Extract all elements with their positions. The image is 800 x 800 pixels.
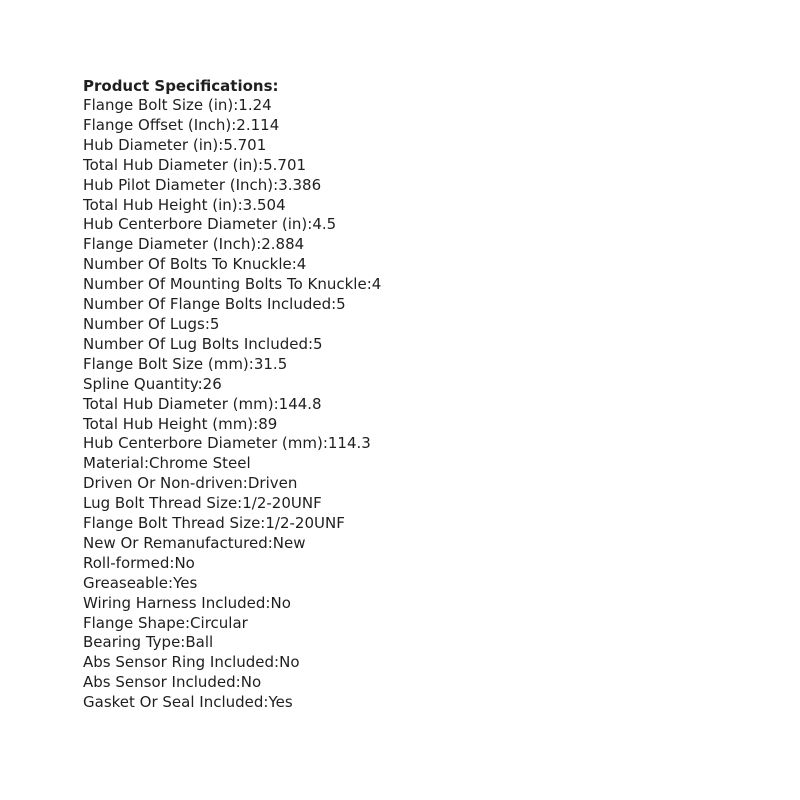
spec-row [83,594,723,614]
spec-label: Driven Or Non-driven: [83,474,248,493]
spec-row [83,176,723,196]
spec-value: 3.386 [278,175,322,194]
spec-row [83,434,723,454]
spec-row [83,534,723,554]
spec-label: Spline Quantity: [83,374,203,393]
spec-label: Total Hub Height (in): [83,195,243,214]
spec-value: 4 [371,275,382,294]
spec-label: Greaseable: [83,573,174,592]
spec-value: New [272,533,306,552]
spec-label: Wiring Harness Included: [83,593,271,612]
spec-value: 2.884 [261,235,305,254]
spec-row [83,614,723,634]
spec-value: 4 [296,255,307,274]
spec-row [83,653,723,673]
spec-label: New Or Remanufactured: [83,533,273,552]
spec-label: Flange Offset (Inch): [83,115,237,134]
spec-row [83,415,723,435]
spec-value: Ball [185,633,214,652]
spec-value: No [270,593,291,612]
spec-label: Abs Sensor Included: [83,673,241,692]
spec-row [83,673,723,693]
spec-row [83,355,723,375]
spec-row [83,514,723,534]
spec-label: Number Of Bolts To Knuckle: [83,255,297,274]
spec-value: 31.5 [253,354,288,373]
spec-row [83,633,723,653]
spec-label: Bearing Type: [83,633,186,652]
spec-label: Flange Bolt Size (mm): [83,354,254,373]
spec-label: Total Hub Diameter (in): [83,155,264,174]
spec-label: Lug Bolt Thread Size: [83,494,243,513]
spec-value: 1.24 [238,96,272,114]
spec-value: No [240,673,262,692]
spec-row [83,395,723,415]
spec-row [83,215,723,235]
spec-label: Material: [83,454,149,473]
spec-label: Total Hub Diameter (mm): [83,394,279,413]
spec-value: 5 [209,314,220,333]
spec-label: Flange Bolt Size (in): [83,96,239,114]
spec-value: Yes [173,573,198,592]
spec-row [83,554,723,574]
spec-row [83,156,723,176]
spec-value: 114.3 [327,434,371,453]
spec-row [83,255,723,275]
specs-title: Product Specifications: [83,77,279,95]
spec-value: 1/2-20UNF [242,494,322,513]
spec-row [83,454,723,474]
spec-value: 5.701 [223,135,267,154]
spec-row [83,235,723,255]
spec-row [83,96,723,116]
spec-row [83,693,723,713]
spec-label: Gasket Or Seal Included: [83,693,269,712]
spec-value: Driven [247,474,298,493]
spec-value: Chrome Steel [149,454,251,473]
spec-label: Flange Bolt Thread Size: [83,514,266,533]
spec-label: Hub Pilot Diameter (Inch): [83,175,279,194]
spec-value: Circular [190,613,248,632]
spec-value: 3.504 [242,195,286,214]
spec-label: Total Hub Height (mm): [83,414,259,433]
spec-value: No [279,653,300,672]
spec-row [83,494,723,514]
spec-row [83,315,723,335]
spec-label: Number Of Lug Bolts Included: [83,334,314,353]
spec-value: 1/2-20UNF [265,514,345,533]
spec-label: Hub Centerbore Diameter (in): [83,215,313,234]
spec-row [83,116,723,136]
spec-value: 89 [258,414,278,433]
spec-label: Hub Diameter (in): [83,135,224,154]
spec-label: Flange Shape: [83,613,191,632]
spec-label: Number Of Mounting Bolts To Knuckle: [83,275,372,294]
spec-label: Abs Sensor Ring Included: [83,653,280,672]
specs-list [83,96,723,713]
spec-row [83,375,723,395]
spec-row [83,196,723,216]
spec-value: 5 [313,334,323,353]
spec-value: 5.701 [263,155,307,174]
spec-row [83,275,723,295]
spec-row [83,295,723,315]
spec-value: 26 [202,374,222,393]
spec-label: Number Of Lugs: [83,314,210,333]
spec-value: No [174,553,195,572]
spec-row [83,136,723,156]
spec-value: 2.114 [236,115,280,134]
spec-row [83,474,723,494]
spec-label: Hub Centerbore Diameter (mm): [83,434,328,453]
spec-value: Yes [268,693,293,712]
spec-value: 5 [336,295,346,314]
spec-label: Roll-formed: [83,553,175,572]
spec-label: Number Of Flange Bolts Included: [83,295,337,314]
spec-label: Flange Diameter (Inch): [83,235,262,254]
spec-value: 144.8 [278,394,322,413]
spec-value: 4.5 [312,215,337,234]
specs-block [83,76,723,713]
spec-row [83,574,723,594]
spec-row [83,335,723,355]
